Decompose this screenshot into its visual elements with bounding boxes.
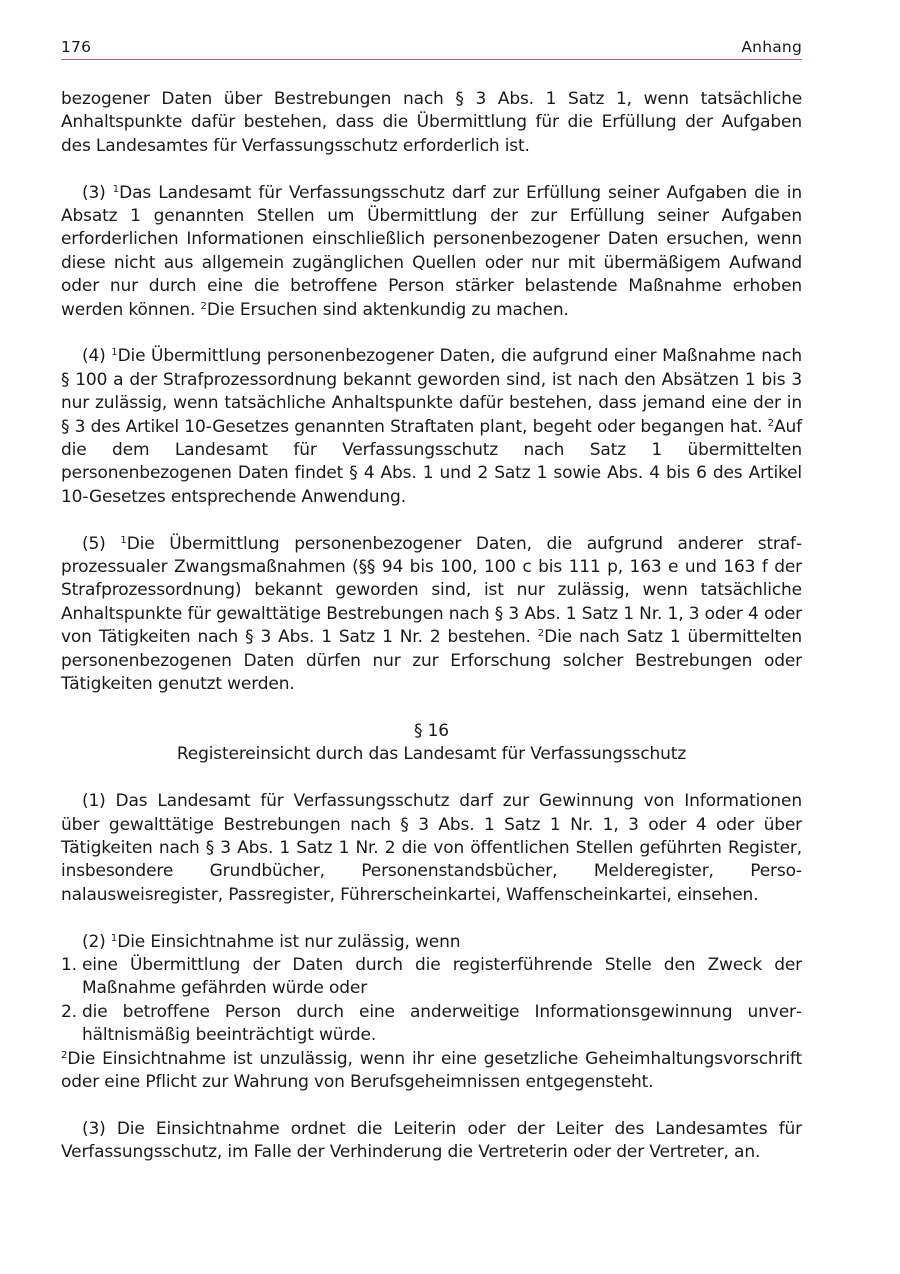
sentence-number: 1 <box>112 183 120 195</box>
sentence: Die Übermittlung personenbezogener Daten, die aufgrund anderer strafprozessualer Zwangsmaßnahmen (§§ 94 bis 100, 100 c bis 111 p, 163 e und 163 f der Strafprozessordnung) bekannt geworden sind, ist nur zulässig, wenn tatsächliche Anhaltspunkte für gewalttätige Bestrebungen nach § 3 Abs. 1 Satz 1 Nr. 1, 3 oder 4 oder von Tätigkeiten nach § 3 Abs. 1 Satz 1 Nr. 2 bestehen. <box>61 533 803 648</box>
section16-paragraph-2 <box>61 931 802 954</box>
paragraph-label: (3) <box>82 182 113 203</box>
list-item-text: eine Übermittlung der Daten durch die registerführende Stelle den Zweck der Maßnahme gefährden würde oder <box>82 954 802 999</box>
running-header <box>61 38 802 60</box>
sentence: Die Ersuchen sind aktenkundig zu machen. <box>206 299 569 320</box>
sentence-number: 2 <box>61 1049 68 1061</box>
header-rule <box>61 59 802 60</box>
section-title: Registereinsicht durch das Landesamt für Verfassungsschutz <box>176 744 687 765</box>
sentence-number: 1 <box>110 932 118 944</box>
section16-paragraph-1: (1) Das Landesamt für Verfassungsschutz darf zur Gewinnung von Informationen über gewalttätige Bestrebungen nach § 3 Abs. 1 Satz 1 Nr. 1, 3 oder 4 oder über Tätigkeiten nach § 3 Abs. 1 Satz 1 Nr. 2 die von öffentlichen Stellen geführten Register, insbesondere Grundbücher, Personenstandsbücher, Melderegister, Personalausweisregister, Passregister, Führerscheinkartei, Waffenscheinkartei, einsehen. <box>61 791 802 905</box>
section-label: Anhang <box>741 38 802 56</box>
list-item-number: 2. <box>61 1001 77 1022</box>
sentence-number: 1 <box>111 347 118 359</box>
list-item-text: die betroffene Person durch eine anderweitige Informationsgewinnung unverhältnismäßig beeinträchtigt würde. <box>82 1001 802 1046</box>
sentence: Die nach Satz 1 übermittelten personenbezogenen Daten dürfen nur zur Erforschung solcher Bestrebungen oder Tätigkeiten genutzt werden. <box>61 627 802 695</box>
sentence-number: 2 <box>537 628 545 640</box>
body-text <box>61 88 802 1188</box>
sentence: Die Übermittlung personenbezogener Daten, die aufgrund einer Maßnahme nach § 100 a der Strafprozessordnung bekannt geworden sind, ist nach den Absätzen 1 bis 3 nur zulässig, wenn tatsächliche Anhaltspunkte dafür bestehen, dass jemand eine der in § 3 des Artikel 10-Gesetzes genannten Straftaten plant, begeht oder begangen hat. <box>61 346 802 437</box>
sentence-number: 1 <box>120 534 127 546</box>
paragraph-4 <box>61 345 802 509</box>
section-heading <box>61 720 802 767</box>
sentence: Die Einsichtnahme ist nur zulässig, wenn <box>117 931 461 952</box>
paragraph-5 <box>61 533 802 697</box>
list-item <box>61 954 802 1001</box>
sentence-number: 2 <box>200 300 207 312</box>
paragraph-label: (2) <box>82 931 111 952</box>
paragraph-label: (5) <box>82 533 121 554</box>
sentence: Das Landesamt für Verfassungsschutz darf zur Erfüllung seiner Aufgaben die in Absatz 1 genannten Stellen um Übermittlung der zur Erfüllung seiner Aufgaben erforderlichen Informationen einschließlich personenbezogener Daten ersuchen, wenn diese nicht aus allgemein zugänglichen Quellen oder nur mit übermäßigem Aufwand oder nur durch eine die betroffene Person stärker belastende Maßnahme erhoben werden können. <box>61 182 802 320</box>
list-item <box>61 1001 802 1048</box>
sentence-number: 2 <box>767 417 775 429</box>
paragraph-label: (4) <box>82 346 112 367</box>
sentence: Auf die dem Landesamt für Verfassungsschutz nach Satz 1 übermittelten personenbezogenen Daten findet § 4 Abs. 1 und 2 Satz 1 sowie Abs. 4 bis 6 des Artikel 10-Gesetzes entsprechende Anwendung. <box>61 416 802 507</box>
list-item-number: 1. <box>61 954 77 975</box>
section16-paragraph-2-sentence-2 <box>61 1048 802 1095</box>
section-number: § 16 <box>414 720 449 741</box>
paragraph-continuation: bezogener Daten über Bestrebungen nach § 3 Abs. 1 Satz 1, wenn tatsächliche Anhaltspunkte dafür bestehen, dass die Übermittlung für die Erfüllung der Aufgaben des Landesamtes für Verfassungsschutz erforderlich ist. <box>61 89 802 156</box>
numbered-list <box>61 954 802 1048</box>
paragraph-3 <box>61 182 802 322</box>
page-number: 176 <box>61 38 92 56</box>
sentence: Die Einsichtnahme ist unzulässig, wenn ihr eine gesetzliche Geheimhaltungsvorschrift oder eine Pflicht zur Wahrung von Berufsgeheimnissen entgegensteht. <box>61 1048 802 1092</box>
section16-paragraph-3: (3) Die Einsichtnahme ordnet die Leiterin oder der Leiter des Landesamtes für Verfassungsschutz, im Falle der Verhinderung die Vertreterin oder der Vertreter, an. <box>61 1118 802 1163</box>
